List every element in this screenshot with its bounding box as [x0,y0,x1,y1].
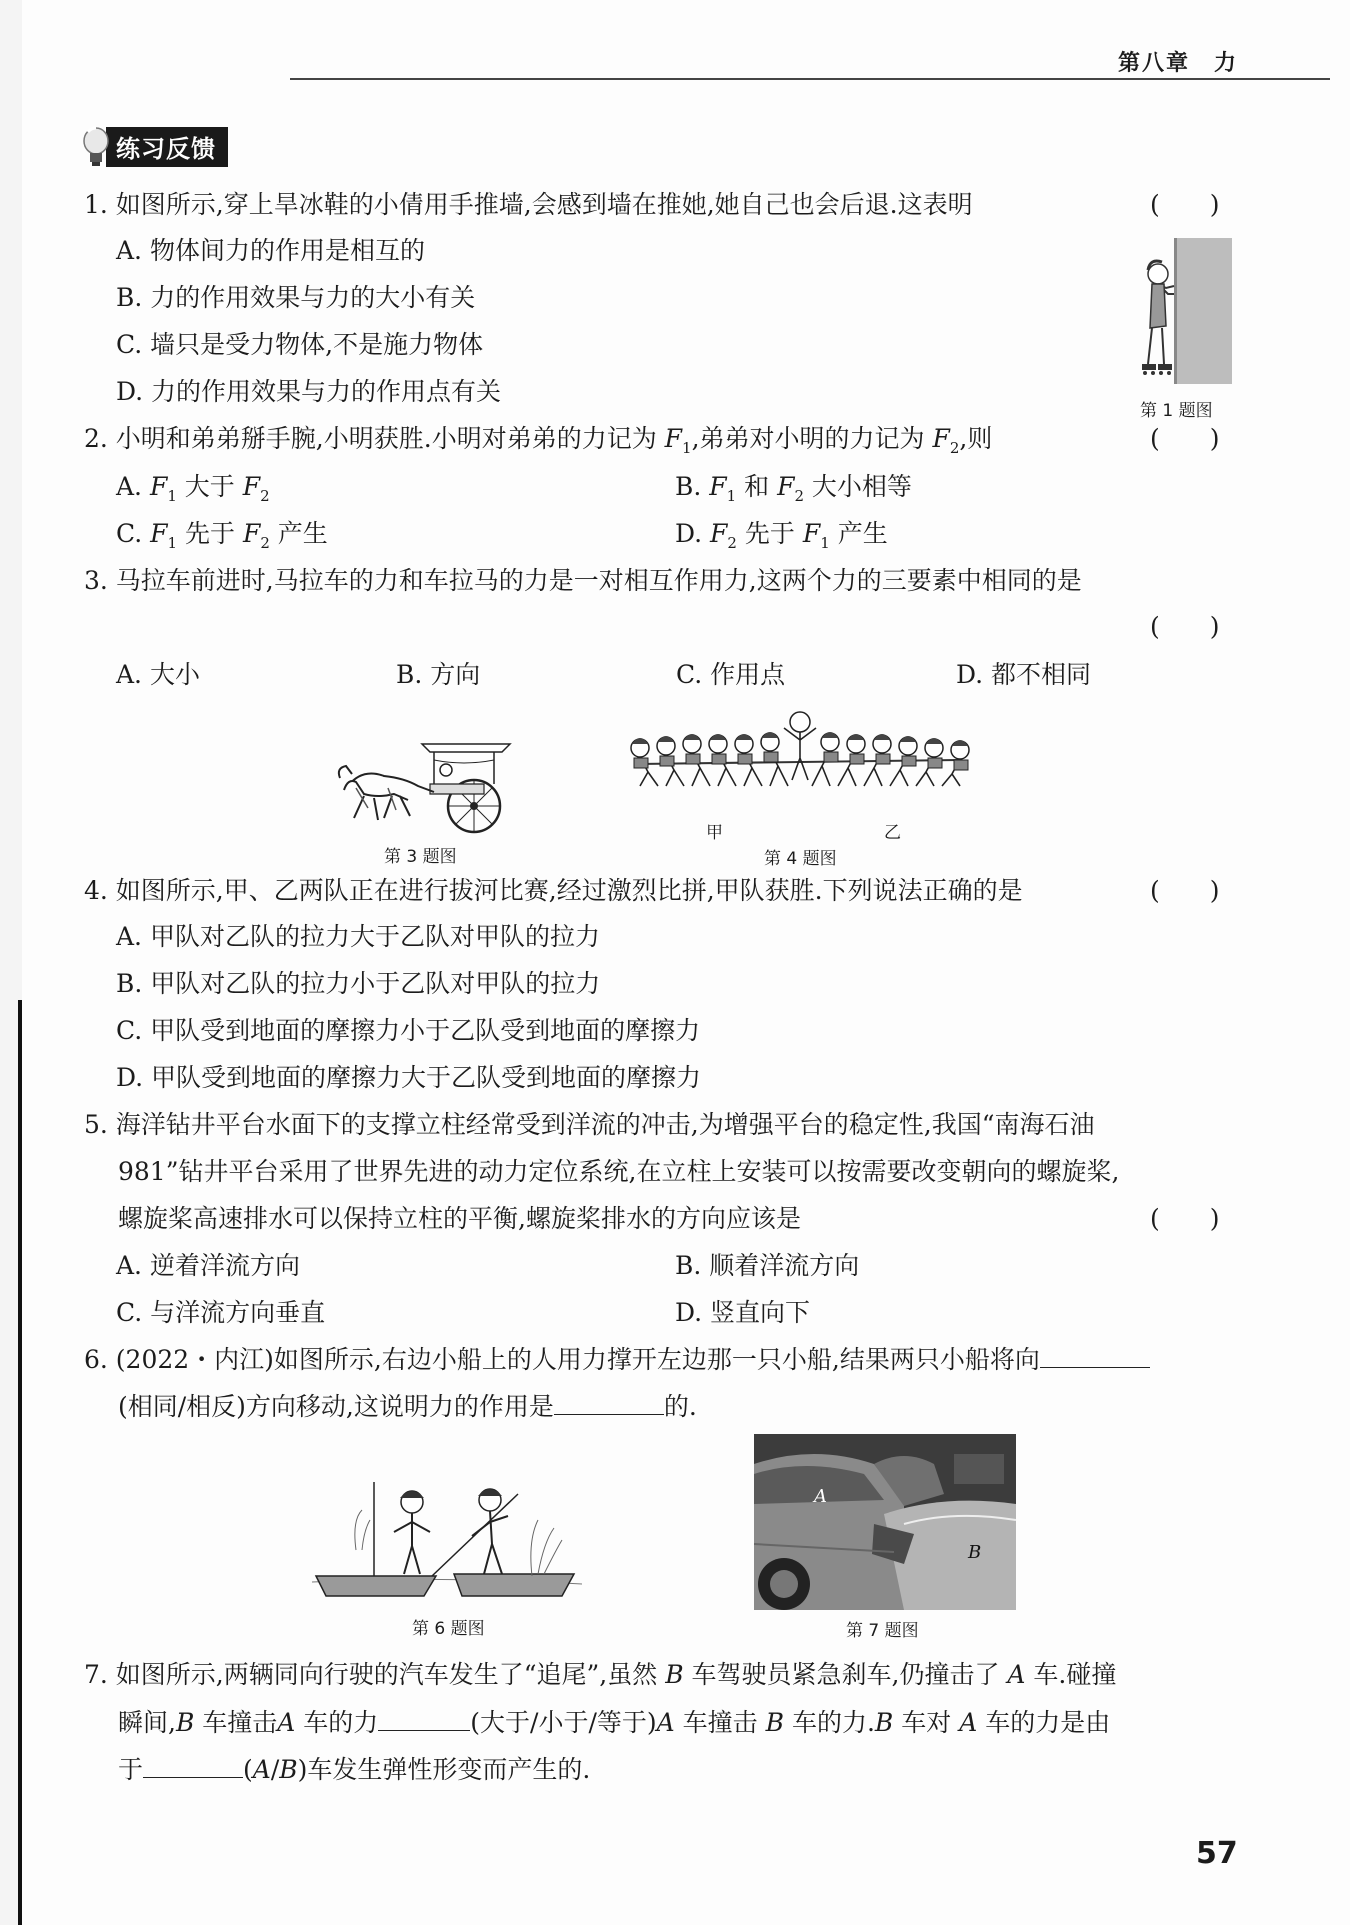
q5-line-2: 981”钻井平台采用了世界先进的动力定位系统,在立柱上安装可以按需要改变朝向的螺旋桨, [118,1157,1120,1186]
q3-stem: 3. 马拉车前进时,马拉车的力和车拉马的力是一对相互作用力,这两个力的三要素中相同的是 [84,566,1082,595]
q5-line-3: 螺旋桨高速排水可以保持立柱的平衡,螺旋桨排水的方向应该是 [118,1204,801,1233]
q4-stem: 4. 如图所示,甲、乙两队正在进行拔河比赛,经过激烈比拼,甲队获胜.下列说法正确的是 [84,876,1023,905]
q6-line-2-text: (相同/相反)方向移动,这说明力的作用是 [118,1392,554,1421]
option-text: 先于 [177,519,243,548]
lightbulb-icon [82,126,110,168]
q3-figure-horse-cart [334,738,512,838]
q1-answer-paren: ( ) [1150,190,1220,219]
q7-text: 车对 [893,1708,960,1737]
option-text: 先于 [736,519,803,548]
q2-stem [84,424,992,463]
q7-text: 车的力 [295,1708,379,1737]
q6-blank-2[interactable] [554,1392,664,1415]
q7-symbol-b: B [874,1708,894,1737]
q3-figure-caption: 第 3 题图 [384,847,457,867]
q3-option-d: D. 都不相同 [956,660,1092,689]
section-badge [82,128,228,166]
q1-figure-caption: 第 1 题图 [1140,401,1213,421]
q5-option-d: D. 竖直向下 [675,1298,811,1327]
page-number: 57 [1196,1836,1238,1871]
q6-line-2 [118,1392,697,1422]
q7-figure-caption: 第 7 题图 [846,1621,919,1641]
q7-symbol-b: B [665,1660,684,1689]
symbol-f: F [710,519,728,548]
q2-stem-part-b: ,弟弟对小明的力记为 [691,424,933,453]
q4-option-b: B. 甲队对乙队的拉力小于乙队对甲队的拉力 [116,969,601,998]
chapter-header: 第八章 力 [1118,51,1239,76]
option-text: 产生 [269,519,328,548]
option-text: 和 [736,472,778,501]
q7-text: 7. 如图所示,两辆同向行驶的汽车发生了“追尾”,虽然 [84,1660,666,1689]
q2-answer-paren: ( ) [1150,424,1220,453]
q5-option-c: C. 与洋流方向垂直 [116,1298,326,1327]
q6-figure-boats [312,1480,582,1604]
subscript: 1 [167,534,178,552]
q7-symbol-a: A [959,1708,978,1737]
q3-answer-paren: ( ) [1150,612,1220,641]
q7-text: 车驾驶员紧急刹车,仍撞击了 [683,1660,1008,1689]
option-letter: B. [675,472,710,501]
subscript: 2 [794,487,804,505]
symbol-f: F [802,519,821,548]
q7-line-1 [84,1660,1116,1690]
q5-option-a: A. 逆着洋流方向 [116,1251,300,1280]
q7-line-3 [118,1755,590,1785]
subscript: 2 [727,534,737,552]
q7-figure-label-b: B [968,1542,982,1563]
subscript: 1 [820,534,830,552]
q6-line-1 [84,1345,1150,1375]
q2-option-b [675,472,912,511]
option-letter: A. [116,472,150,501]
q7-text: 车的力是由 [977,1708,1111,1737]
q2-option-d [675,519,888,558]
q2-subscript-2: 2 [949,439,960,457]
q1-option-d: D. 力的作用效果与力的作用点有关 [116,377,502,406]
section-title: 练习反馈 [106,127,228,167]
q5-answer-paren: ( ) [1150,1204,1220,1233]
option-letter: C. [116,519,151,548]
q6-line-2-end: 的. [663,1392,697,1421]
q4-option-d: D. 甲队受到地面的摩擦力大于乙队受到地面的摩擦力 [116,1063,702,1092]
subscript: 2 [260,534,270,552]
q2-symbol-f: F [932,424,950,453]
header-rule [290,78,1330,80]
option-text: 大小相等 [803,472,912,501]
subscript: 2 [260,487,270,505]
subscript: 1 [726,487,737,505]
q6-line-1-text: 6. (2022・内江)如图所示,右边小船上的人用力撑开左边那一只小船,结果两只小船将向 [84,1345,1040,1374]
q7-symbol-a: A [252,1755,271,1784]
symbol-f: F [777,472,795,501]
q3-option-a: A. 大小 [116,660,200,689]
q7-figure-label-a: A [814,1486,827,1507]
q7-symbol-a: A [1007,1660,1026,1689]
q4-option-c: C. 甲队受到地面的摩擦力小于乙队受到地面的摩擦力 [116,1016,701,1045]
q7-text: )车发生弹性形变而产生的. [297,1755,591,1784]
q3-option-b: B. 方向 [396,660,481,689]
q7-line-2 [118,1708,1110,1738]
q1-option-c: C. 墙只是受力物体,不是施力物体 [116,330,484,359]
q1-option-a: A. 物体间力的作用是相互的 [116,236,425,265]
q1-option-b: B. 力的作用效果与力的大小有关 [116,283,476,312]
q7-symbol-a: A [656,1708,675,1737]
q1-figure-girl-pushing-wall [1138,236,1234,386]
option-text: 大于 [176,472,243,501]
q4-answer-paren: ( ) [1150,876,1220,905]
q7-text: / [270,1755,280,1784]
symbol-f: F [242,519,261,548]
q6-figure-caption: 第 6 题图 [412,1619,485,1639]
q7-text: 车.碰撞 [1025,1660,1117,1689]
symbol-f: F [149,472,168,501]
q7-text: 车撞击 [194,1708,278,1737]
q7-blank-1[interactable] [378,1708,470,1731]
symbol-f: F [709,472,727,501]
q7-text: 于 [118,1755,144,1784]
q1-stem: 1. 如图所示,穿上旱冰鞋的小倩用手推墙,会感到墙在推她,她自己也会后退.这表明 [84,190,973,219]
q7-symbol-b: B [279,1755,298,1784]
q4-option-a: A. 甲队对乙队的拉力大于乙队对甲队的拉力 [116,922,600,951]
symbol-f: F [242,472,261,501]
q7-blank-2[interactable] [143,1755,243,1778]
subscript: 1 [167,487,177,505]
q5-line-1: 5. 海洋钻井平台水面下的支撑立柱经常受到洋流的冲击,为增强平台的稳定性,我国“南海石油 [84,1110,1095,1139]
q2-symbol-f: F [664,424,683,453]
q7-symbol-a: A [277,1708,296,1737]
q7-text: 车撞击 [674,1708,766,1737]
q7-symbol-b: B [765,1708,784,1737]
q4-figure-caption: 第 4 题图 [764,849,837,869]
q2-stem-part-c: ,则 [959,424,993,453]
q4-figure-label-yi: 乙 [884,823,901,843]
q7-text: 瞬间, [118,1708,176,1737]
q2-subscript-1: 1 [682,439,692,457]
q4-figure-tug-of-war [618,702,980,808]
q7-text: 车的力. [784,1708,875,1737]
option-letter: D. [675,519,711,548]
option-text: 产生 [829,519,888,548]
q7-symbol-b: B [175,1708,195,1737]
q7-figure-car-collision [754,1434,1016,1610]
binding-spine [18,1000,22,1925]
q2-option-c [116,519,328,558]
q7-text: (大于/小于/等于) [470,1708,657,1737]
symbol-f: F [150,519,168,548]
q3-option-c: C. 作用点 [676,660,786,689]
q6-blank-1[interactable] [1040,1345,1150,1368]
q2-option-a [116,472,270,511]
q7-text: ( [243,1755,253,1784]
q2-stem-part-a: 2. 小明和弟弟掰手腕,小明获胜.小明对弟弟的力记为 [84,424,665,453]
q5-option-b: B. 顺着洋流方向 [675,1251,860,1280]
q4-figure-label-jia: 甲 [706,823,723,843]
